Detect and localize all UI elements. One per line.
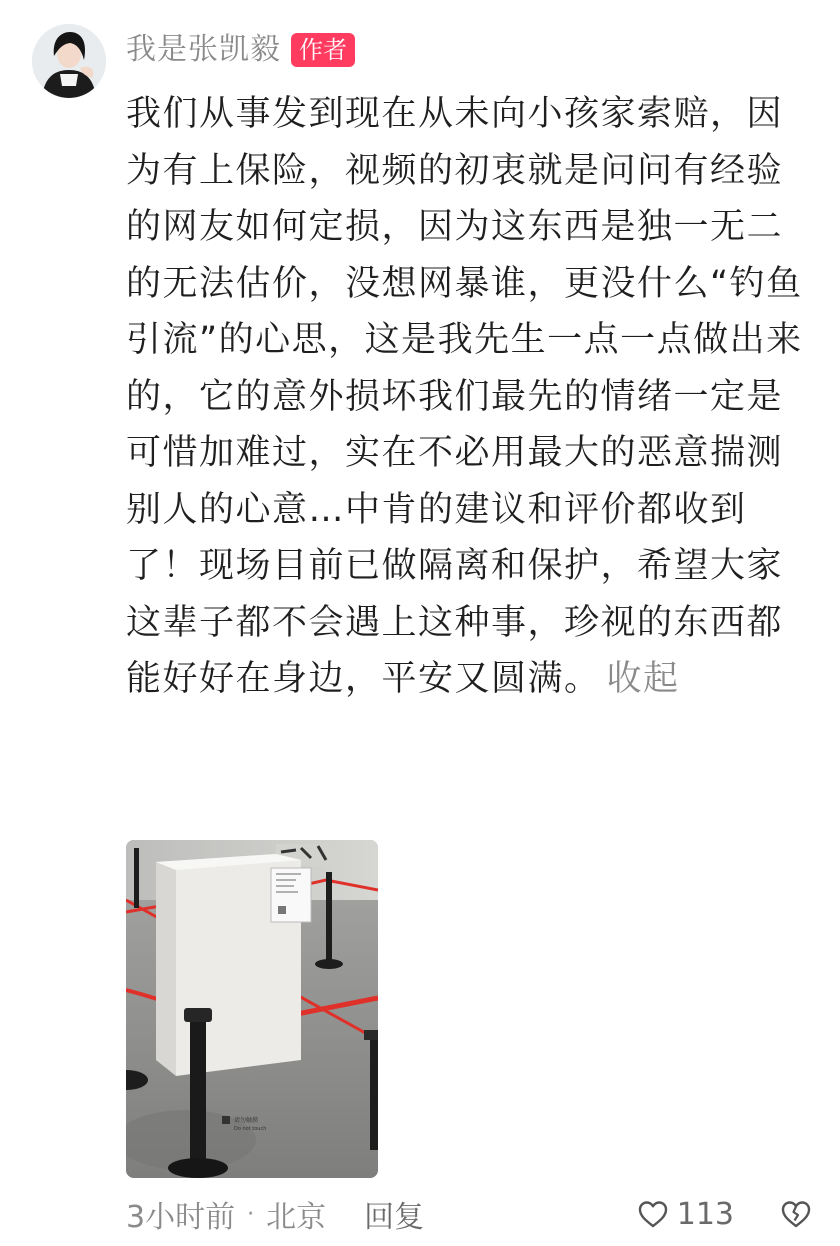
photo-sign-en: Do not touch	[234, 1126, 267, 1132]
avatar[interactable]	[32, 24, 106, 98]
comment-header	[126, 28, 355, 72]
username[interactable]: 我是张凯毅	[126, 32, 281, 67]
meta-separator: ·	[247, 1201, 255, 1227]
photo-sign-cn: 请勿触摸	[234, 1117, 259, 1124]
avatar-image	[32, 24, 106, 98]
heart-outline-icon	[637, 1199, 669, 1229]
dislike-button[interactable]	[780, 1199, 812, 1229]
comment-footer	[126, 1192, 816, 1236]
author-badge: 作者	[291, 33, 355, 67]
comment-body	[126, 86, 816, 708]
like-button[interactable]	[637, 1197, 734, 1232]
photo-image	[126, 840, 378, 1178]
broken-heart-icon	[780, 1199, 812, 1229]
comment-text: 我们从事发到现在从未向小孩家索赔，因为有上保险，视频的初衷就是问问有经验的网友如何定损，因为这东西是独一无二的无法估价，没想网暴谁，更没什么“钓鱼引流”的心思，这是我先生一点一点做出来的，它的意外损坏我们最先的情绪一定是可惜加难过，实在不必用最大的恶意揣测别人的心意…中肯的建议和评价都收到了！现场目前已做隔离和保护，希望大家这辈子都不会遇上这种事，珍视的东西都能好好在身边，平安又圆满。	[126, 94, 803, 699]
comment-photo[interactable]	[126, 840, 378, 1178]
reply-button[interactable]: 回复	[364, 1200, 425, 1235]
comment-location: 北京	[266, 1200, 327, 1235]
collapse-link[interactable]: 收起	[606, 659, 680, 699]
like-count: 113	[676, 1196, 734, 1232]
comment-time: 3小时前	[126, 1200, 236, 1235]
